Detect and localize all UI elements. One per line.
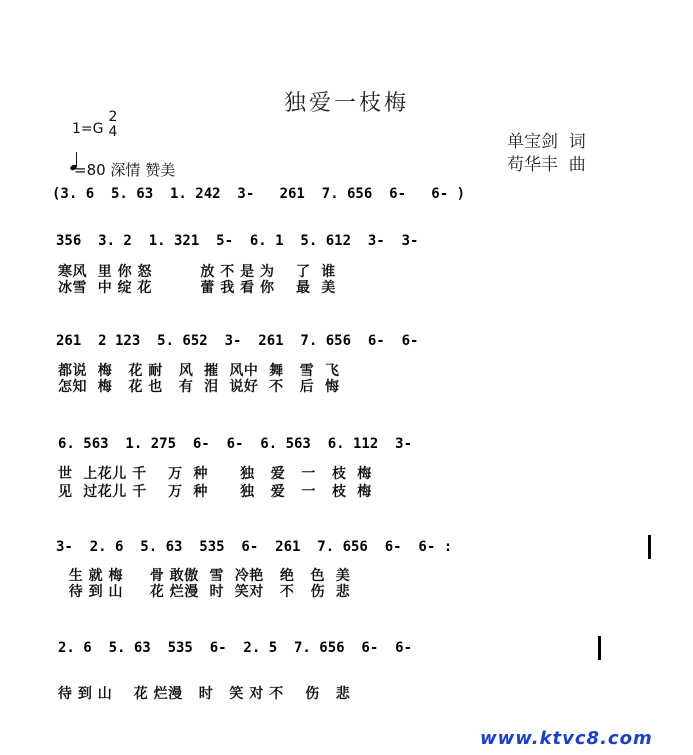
lyric-line-2-verse-1: 寒风 里 你 怒 放 不 是 为 了 谁 [58, 264, 336, 280]
time-signature-top: 2 [108, 109, 118, 125]
composer-credit: 苟华丰 曲 [507, 155, 586, 175]
song-title: 独爱一枝梅 [283, 91, 409, 116]
lyric-line-5-verse-2: 待 到 山 花 烂漫 时 笑对 不 伤 悲 [58, 584, 351, 600]
final-barline [598, 636, 601, 660]
website-watermark: www.ktvc8.com [480, 728, 653, 749]
music-line-1: (3. 6 5. 63 1. 242 3- 261 7. 656 6- 6- ) [52, 186, 466, 202]
lyric-line-3-verse-2: 怎知 梅 花 也 有 泪 说好 不 后 悔 [58, 379, 340, 395]
tempo-marking: =80 深情 赞美 [74, 161, 176, 179]
lyric-line-6: 待 到 山 花 烂漫 时 笑 对 不 伤 悲 [58, 686, 351, 702]
lyric-line-5-verse-1: 生 就 梅 骨 敢傲 雪 冷艳 绝 色 美 [58, 568, 351, 584]
music-line-2: 356 3. 2 1. 321 5- 6. 1 5. 612 3- 3- [56, 233, 419, 249]
lyric-line-3-verse-1: 都说 梅 花 耐 风 摧 风中 舞 雪 飞 [58, 363, 340, 379]
music-line-4: 6. 563 1. 275 6- 6- 6. 563 6. 112 3- [58, 436, 413, 452]
music-line-5: 3- 2. 6 5. 63 535 6- 261 7. 656 6- 6- : [56, 539, 453, 555]
time-signature [106, 110, 120, 140]
lyric-line-4-verse-2: 见 过花儿 千 万 种 独 爱 一 枝 梅 [58, 484, 372, 500]
key-signature: 1=G [72, 121, 104, 137]
lyric-line-4-verse-1: 世 上花儿 千 万 种 独 爱 一 枝 梅 [58, 466, 372, 482]
music-line-3: 261 2 123 5. 652 3- 261 7. 656 6- 6- [56, 333, 419, 349]
lyricist-credit: 单宝剑 词 [507, 132, 586, 152]
music-line-6: 2. 6 5. 63 535 6- 2. 5 7. 656 6- 6- [58, 640, 413, 656]
time-signature-bottom: 4 [108, 124, 118, 140]
repeat-barline [648, 535, 651, 559]
lyric-line-2-verse-2: 冰雪 中 绽 花 蕾 我 看 你 最 美 [58, 280, 336, 296]
